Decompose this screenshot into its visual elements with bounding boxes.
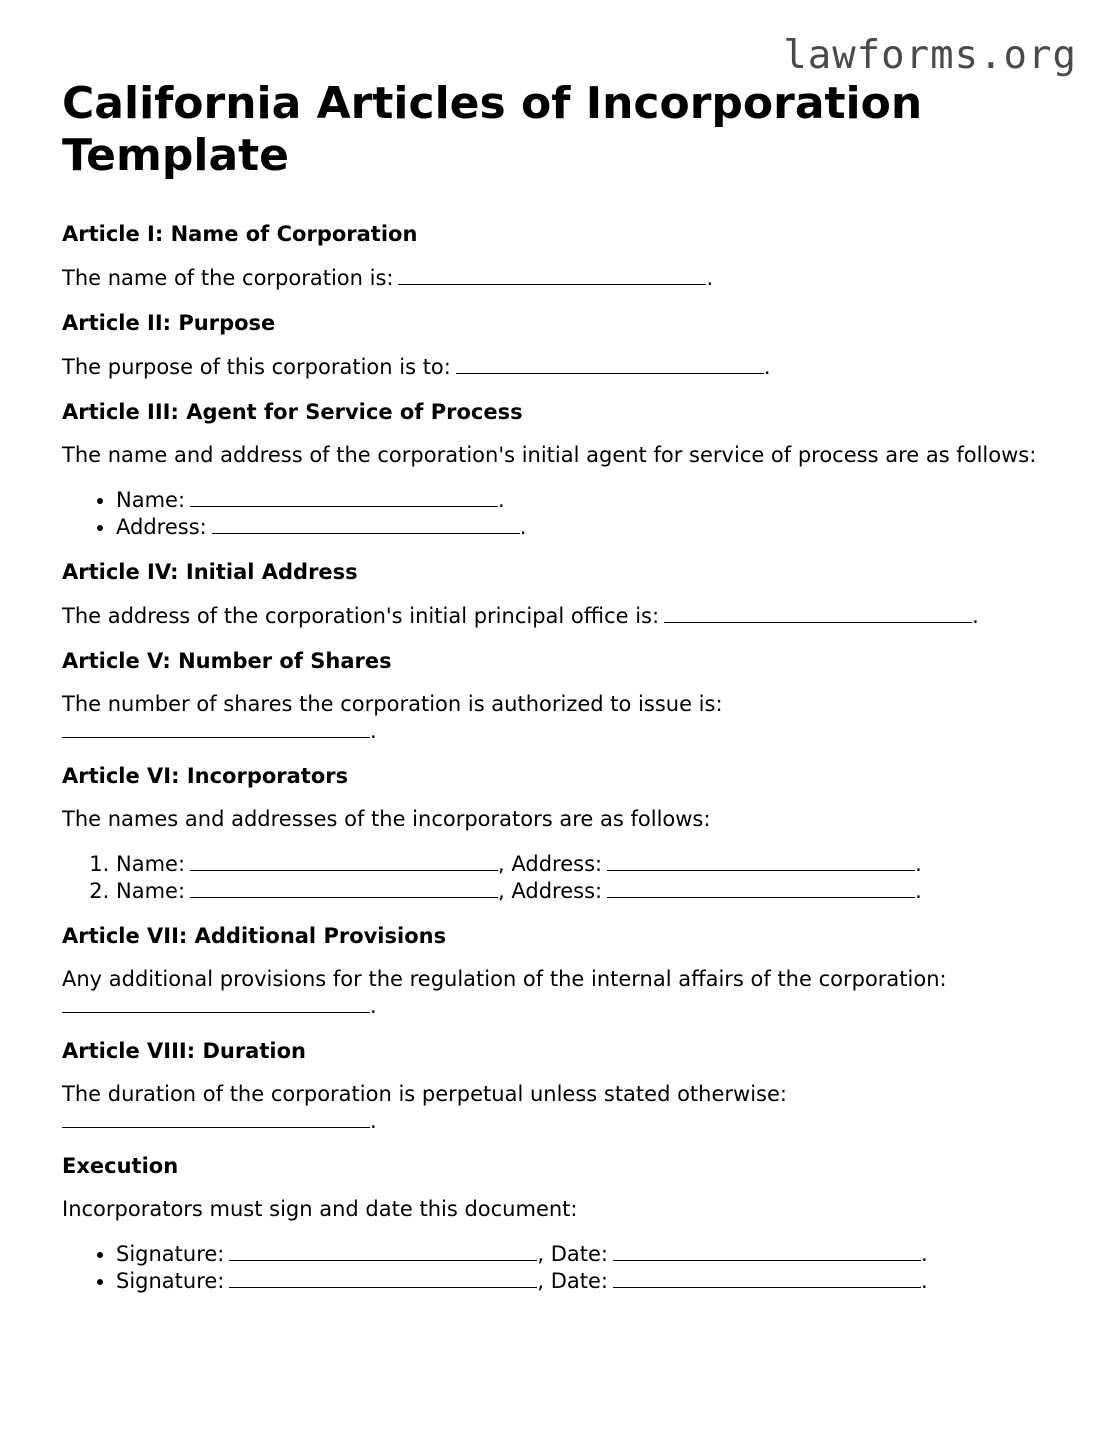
document — [62, 78, 1052, 1312]
signature-2-field[interactable] — [229, 1267, 537, 1288]
article-7-heading: Article VII: Additional Provisions — [62, 924, 447, 948]
list-item: 1. Name: , Address: . — [116, 850, 1052, 877]
agent-name-field[interactable] — [190, 486, 498, 507]
article-5-text: The number of shares the corporation is authorized to issue is: . — [62, 692, 723, 743]
article-4-heading: Article IV: Initial Address — [62, 560, 358, 584]
list-item: • Signature: , Date: . — [116, 1240, 1052, 1267]
article-1-text: The name of the corporation is: . — [62, 266, 714, 290]
incorporator-1-address-field[interactable] — [607, 850, 915, 871]
list-item: • Address: . — [116, 513, 1052, 540]
signature-list — [62, 1240, 1052, 1294]
list-item: • Name: . — [116, 486, 1052, 513]
date-2-field[interactable] — [613, 1267, 921, 1288]
article-7-text: Any additional provisions for the regulation of the internal affairs of the corporation: . — [62, 967, 947, 1018]
article-2-heading: Article II: Purpose — [62, 311, 276, 335]
article-6-text: The names and addresses of the incorporators are as follows: — [62, 807, 711, 831]
article-8-heading: Article VIII: Duration — [62, 1039, 306, 1063]
purpose-field[interactable] — [456, 353, 764, 374]
article-3-text: The name and address of the corporation's initial agent for service of process are as follows: — [62, 443, 1037, 467]
agent-address-field[interactable] — [212, 513, 520, 534]
signature-1-field[interactable] — [229, 1240, 537, 1261]
execution-text: Incorporators must sign and date this document: — [62, 1197, 578, 1221]
article-2-text: The purpose of this corporation is to: . — [62, 355, 771, 379]
article-6-heading: Article VI: Incorporators — [62, 764, 349, 788]
duration-field[interactable] — [62, 1107, 370, 1128]
incorporator-2-address-field[interactable] — [607, 877, 915, 898]
article-3-heading: Article III: Agent for Service of Process — [62, 400, 523, 424]
incorporators-list — [62, 850, 1052, 904]
shares-field[interactable] — [62, 717, 370, 738]
date-1-field[interactable] — [613, 1240, 921, 1261]
list-item: • Signature: , Date: . — [116, 1267, 1052, 1294]
list-item: 2. Name: , Address: . — [116, 877, 1052, 904]
watermark: lawforms.org — [783, 33, 1077, 78]
page-title: California Articles of Incorporation Template — [62, 78, 923, 181]
principal-office-field[interactable] — [664, 602, 972, 623]
incorporator-1-name-field[interactable] — [190, 850, 498, 871]
article-1-heading: Article I: Name of Corporation — [62, 222, 418, 246]
incorporator-2-name-field[interactable] — [190, 877, 498, 898]
article-5-heading: Article V: Number of Shares — [62, 649, 392, 673]
agent-list — [62, 486, 1052, 540]
article-8-text: The duration of the corporation is perpetual unless stated otherwise: . — [62, 1082, 787, 1133]
article-4-text: The address of the corporation's initial principal office is: . — [62, 604, 979, 628]
corporation-name-field[interactable] — [398, 264, 706, 285]
execution-heading: Execution — [62, 1154, 179, 1178]
additional-provisions-field[interactable] — [62, 992, 370, 1013]
